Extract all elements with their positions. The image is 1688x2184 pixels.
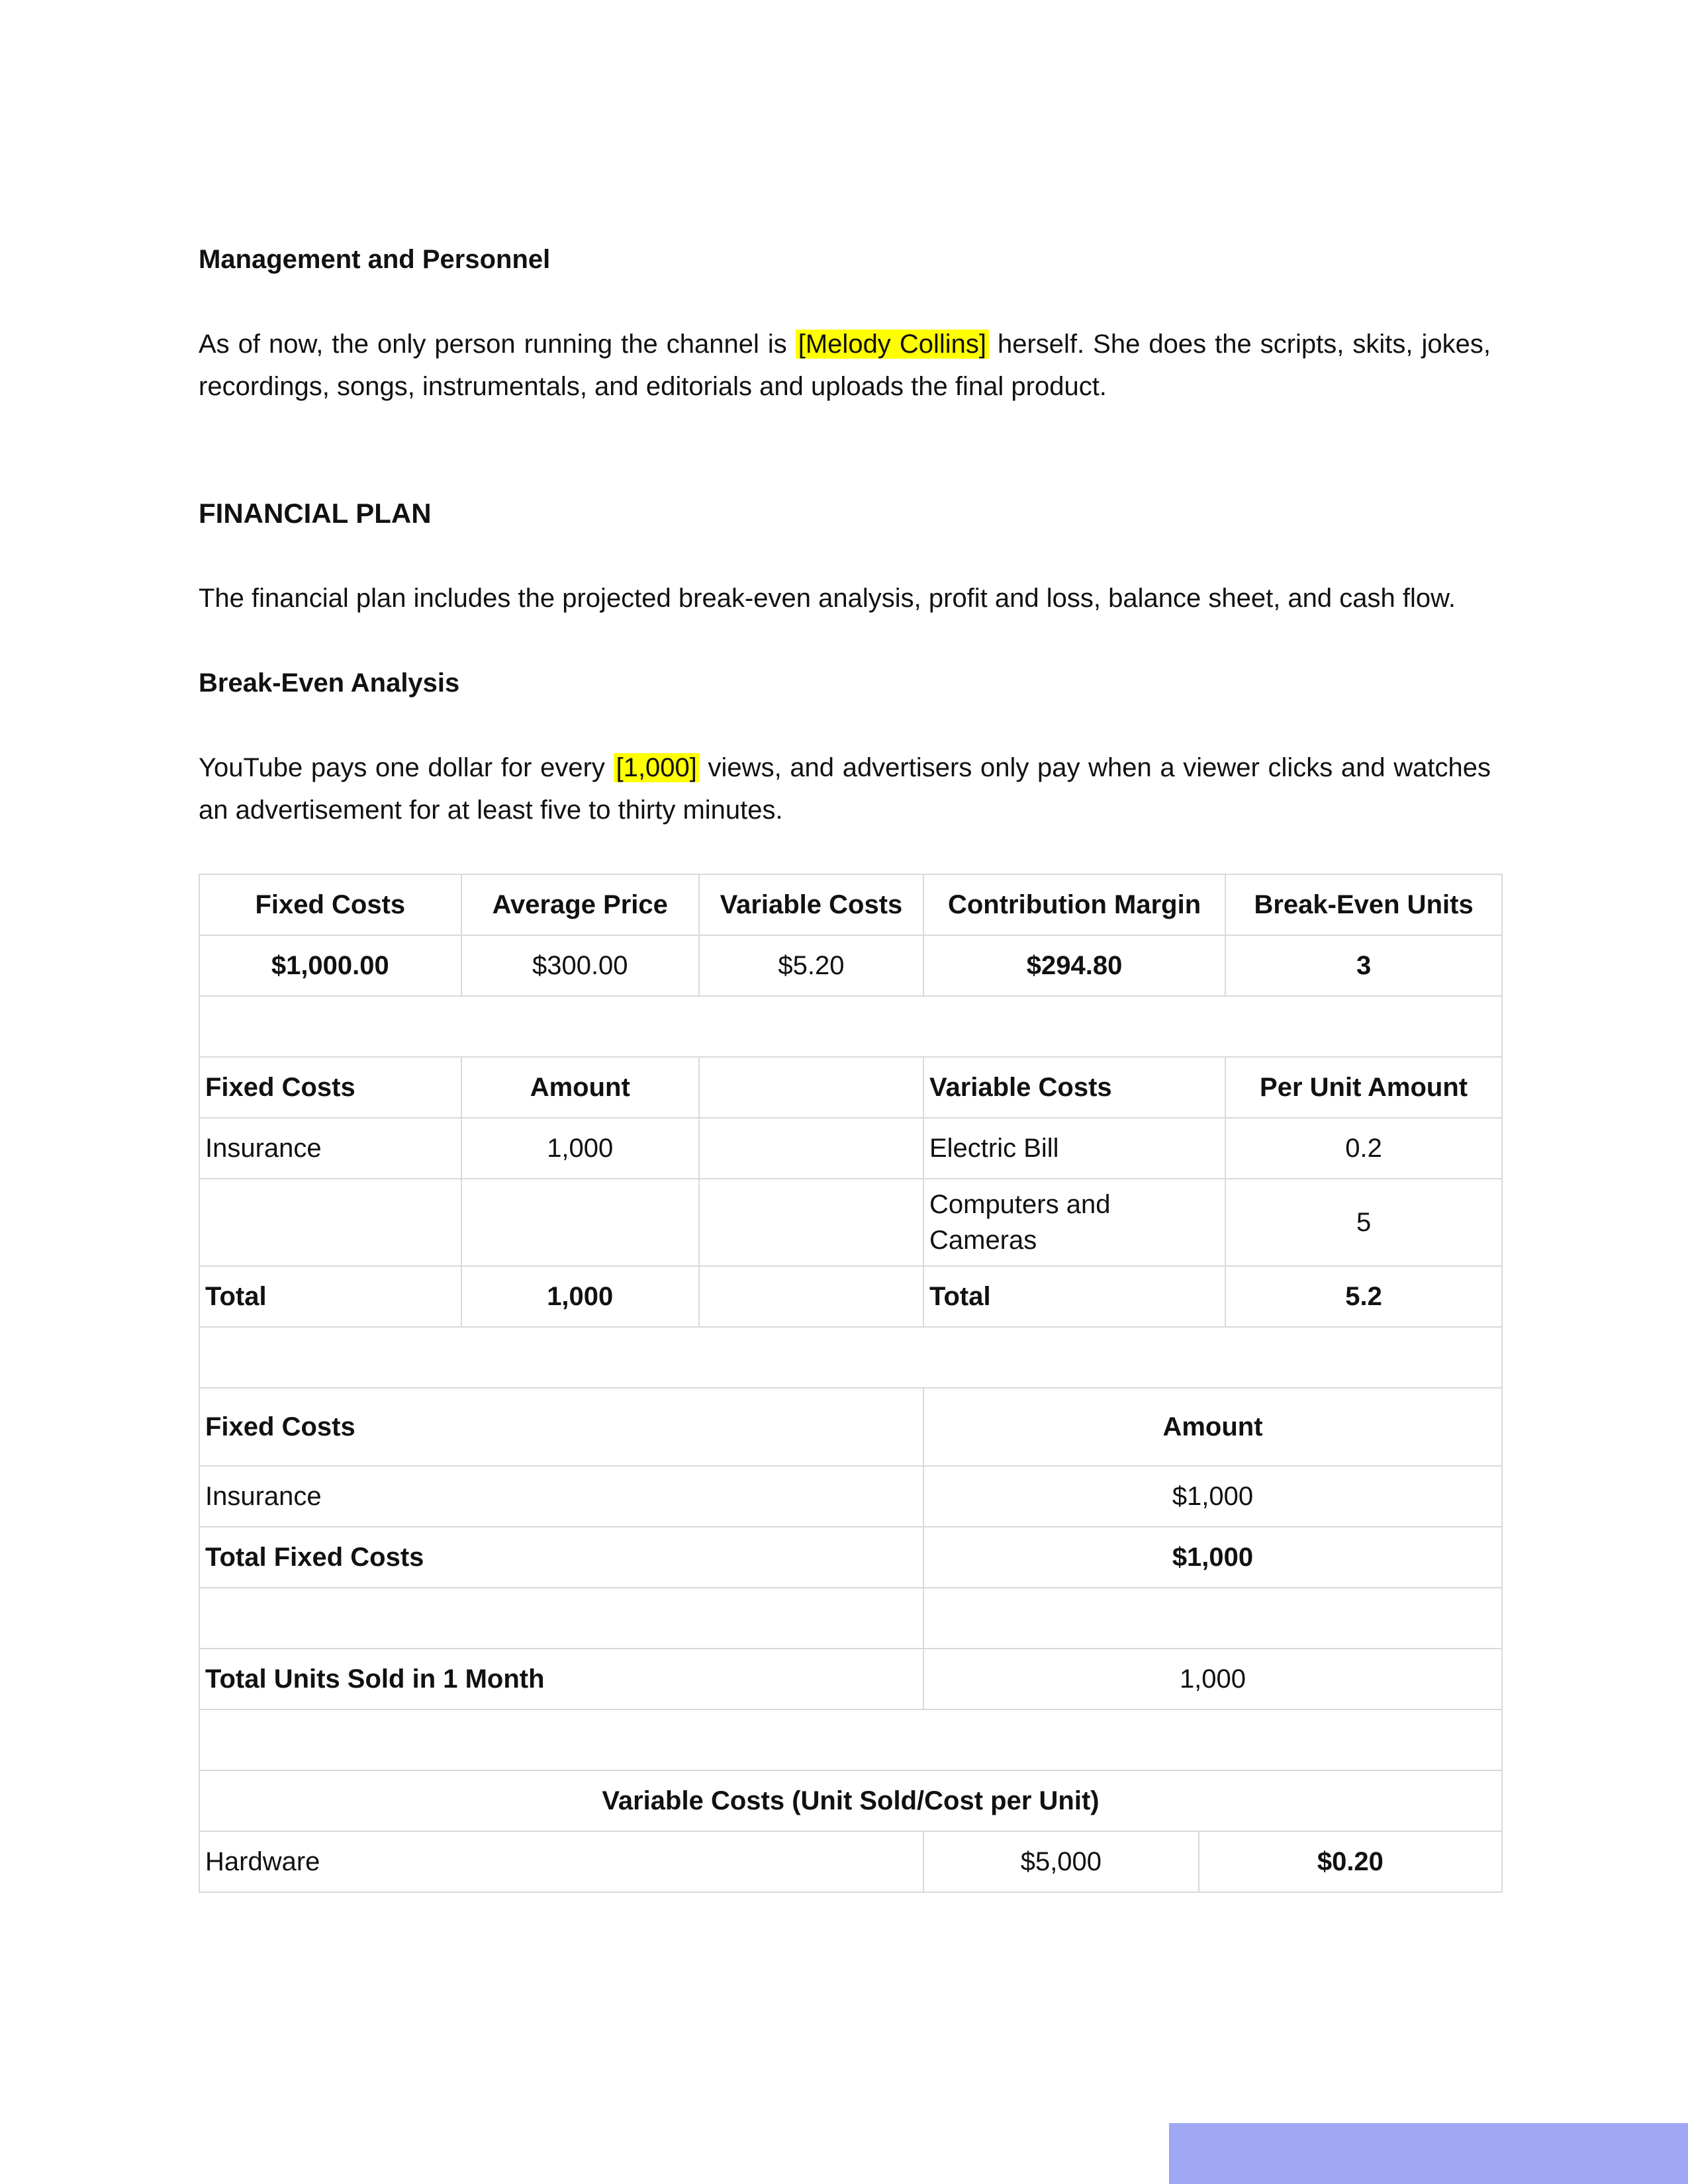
- fixed-summary-header-amount: Amount: [923, 1388, 1502, 1466]
- summary-header-price: Average Price: [461, 874, 699, 935]
- variable-costs-row: [199, 1831, 1502, 1892]
- details-header-amount: Amount: [461, 1057, 699, 1118]
- break-even-table: [199, 874, 1503, 1893]
- variable-costs-item-label: Hardware: [199, 1831, 923, 1892]
- spacer-row: [199, 1327, 1502, 1388]
- financial-plan-heading: FINANCIAL PLAN: [199, 498, 432, 529]
- fixed-summary-item-amount: $1,000: [923, 1466, 1502, 1527]
- details-fixed-total-label: Total: [199, 1266, 461, 1327]
- break-even-paragraph: [199, 747, 1491, 831]
- details-variable-total-label: Total: [923, 1266, 1225, 1327]
- units-value: 1,000: [923, 1649, 1502, 1709]
- management-heading: Management and Personnel: [199, 245, 551, 274]
- summary-value-row: [199, 935, 1502, 996]
- details-fixed-total: 1,000: [461, 1266, 699, 1327]
- break-even-heading: Break-Even Analysis: [199, 668, 460, 698]
- fixed-summary-header-row: [199, 1388, 1502, 1466]
- variable-costs-item-per-unit: $0.20: [1199, 1831, 1502, 1892]
- document-page: [199, 238, 1491, 1893]
- fixed-summary-header-label: Fixed Costs: [199, 1388, 923, 1466]
- details-header-row: [199, 1057, 1502, 1118]
- summary-header-variable: Variable Costs: [699, 874, 923, 935]
- fixed-summary-total-row: [199, 1527, 1502, 1588]
- management-paragraph: [199, 323, 1491, 408]
- details-row: [199, 1179, 1502, 1266]
- fixed-summary-row: [199, 1466, 1502, 1527]
- details-row: [199, 1118, 1502, 1179]
- details-header-variable: Variable Costs: [923, 1057, 1225, 1118]
- spacer-row: [199, 1588, 1502, 1649]
- highlight-views: [1,000]: [614, 753, 700, 782]
- summary-value-margin: $294.80: [923, 935, 1225, 996]
- variable-costs-header: Variable Costs (Unit Sold/Cost per Unit): [199, 1770, 1502, 1831]
- variable-costs-item-amount: $5,000: [923, 1831, 1199, 1892]
- fixed-summary-total-label: Total Fixed Costs: [199, 1527, 923, 1588]
- summary-value-fixed: $1,000.00: [199, 935, 461, 996]
- summary-header-row: [199, 874, 1502, 935]
- summary-header-margin: Contribution Margin: [923, 874, 1225, 935]
- summary-value-variable: $5.20: [699, 935, 923, 996]
- details-variable-item: Computers and Cameras: [923, 1179, 1225, 1266]
- summary-value-units: 3: [1225, 935, 1502, 996]
- summary-header-units: Break-Even Units: [1225, 874, 1502, 935]
- details-fixed-item: Insurance: [199, 1118, 461, 1179]
- break-even-text-before: YouTube pays one dollar for every: [199, 753, 614, 782]
- highlight-name: [Melody Collins]: [796, 330, 989, 359]
- management-text-after: herself. She does the scripts, skits, jokes, recordings, songs, instrumentals, and editorials and uploads the final product.: [199, 330, 1491, 401]
- details-fixed-amount: 1,000: [461, 1118, 699, 1179]
- details-variable-amount: 5: [1225, 1179, 1502, 1266]
- decorative-footer-block: [1169, 2123, 1688, 2184]
- variable-costs-header-row: [199, 1770, 1502, 1831]
- units-row: [199, 1649, 1502, 1709]
- financial-plan-paragraph: The financial plan includes the projected break-even analysis, profit and loss, balance sheet, and cash flow.: [199, 584, 1456, 613]
- details-header-per-unit: Per Unit Amount: [1225, 1057, 1502, 1118]
- details-variable-amount: 0.2: [1225, 1118, 1502, 1179]
- summary-header-fixed: Fixed Costs: [199, 874, 461, 935]
- summary-value-price: $300.00: [461, 935, 699, 996]
- details-header-fixed: Fixed Costs: [199, 1057, 461, 1118]
- details-variable-item: Electric Bill: [923, 1118, 1225, 1179]
- management-text-before: As of now, the only person running the channel is: [199, 330, 796, 359]
- fixed-summary-total-amount: $1,000: [923, 1527, 1502, 1588]
- details-total-row: [199, 1266, 1502, 1327]
- fixed-summary-item-label: Insurance: [199, 1466, 923, 1527]
- spacer-row: [199, 1709, 1502, 1770]
- break-even-text-after: views, and advertisers only pay when a viewer clicks and watches an advertisement for at least five to thirty minutes.: [199, 753, 1491, 825]
- units-label: Total Units Sold in 1 Month: [199, 1649, 923, 1709]
- spacer-row: [199, 996, 1502, 1057]
- details-variable-total: 5.2: [1225, 1266, 1502, 1327]
